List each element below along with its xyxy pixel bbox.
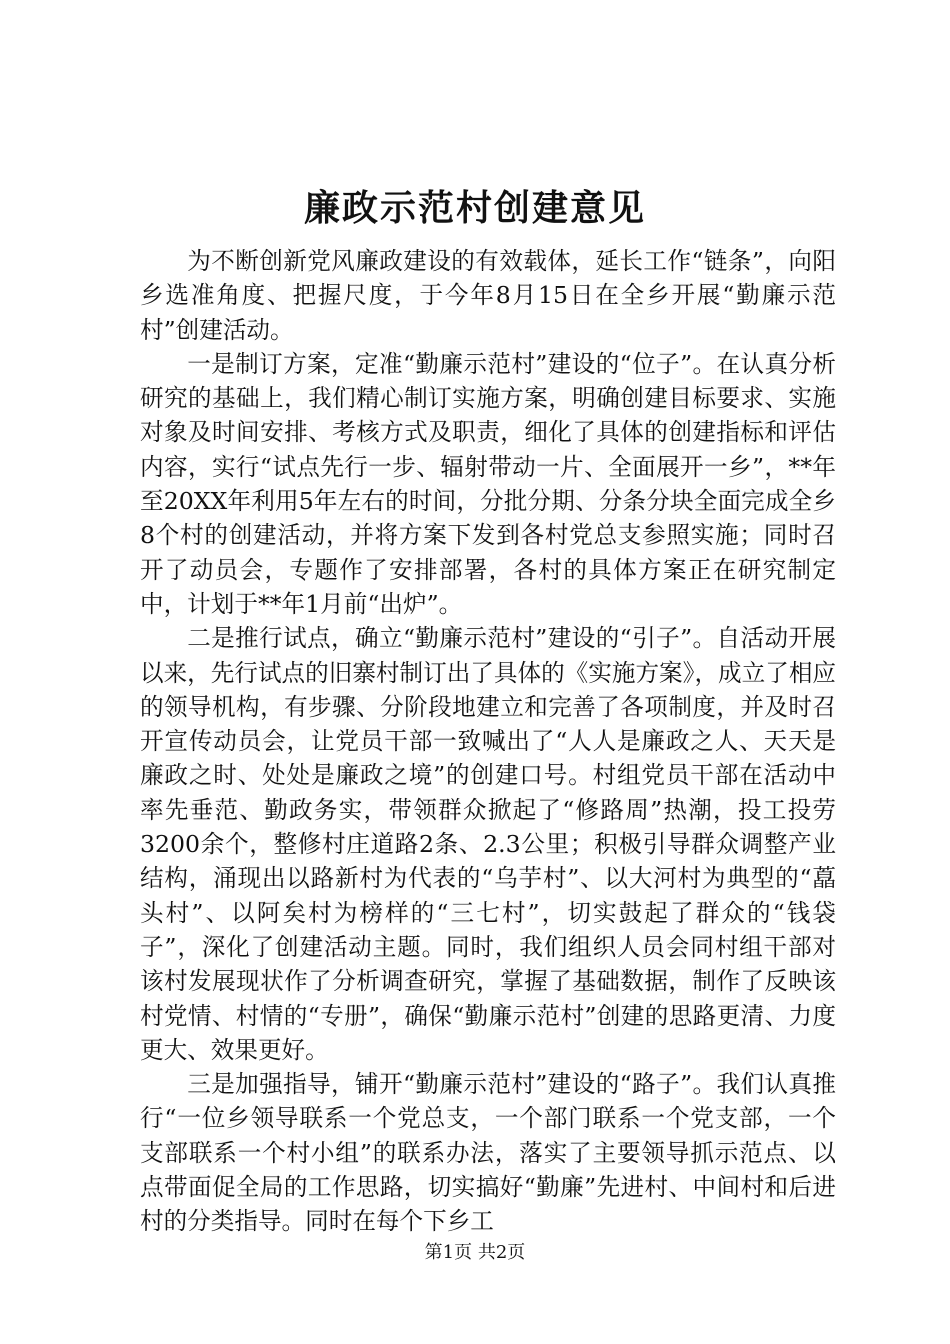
paragraph-intro: 为不断创新党风廉政建设的有效载体，延长工作“链条”，向阳乡选准角度、把握尺度，于今年8月15日在全乡开展“勤廉示范村”创建活动。 (140, 247, 836, 344)
document-body (140, 244, 836, 1239)
paragraph-two: 二是推行试点，确立“勤廉示范村”建设的“引子”。自活动开展以来，先行试点的旧寨村制订出了具体的《实施方案》，成立了相应的领导机构，有步骤、分阶段地建立和完善了各项制度，并及时召开宣传动员会，让党员干部一致喊出了“人人是廉政之人、天天是廉政之时、处处是廉政之境”的创建口号。村组党员干部在活动中率先垂范、勤政务实，带领群众掀起了“修路周”热潮，投工投劳3200余个，整修村庄道路2条、2.3公里；积极引导群众调整产业结构，涌现出以路新村为代表的“乌芋村”、以大河村为典型的“藠头村”、以阿矣村为榜样的“三七村”，切实鼓起了群众的“钱袋子”，深化了创建活动主题。同时，我们组织人员会同村组干部对该村发展现状作了分析调查研究，掌握了基础数据，制作了反映该村党情、村情的“专册”，确保“勤廉示范村”创建的思路更清、力度更大、效果更好。 (140, 624, 837, 1064)
paragraph-three: 三是加强指导，铺开“勤廉示范村”建设的“路子”。我们认真推行“一位乡领导联系一个党总支，一个部门联系一个党支部，一个支部联系一个村小组”的联系办法，落实了主要领导抓示范点、以点带面促全局的工作思路，切实搞好“勤廉”先进村、中间村和后进村的分类指导。同时在每个下乡工 (140, 1070, 836, 1236)
page-footer: 第1页 共2页 (424, 1242, 526, 1263)
paragraph-one: 一是制订方案，定准“勤廉示范村”建设的“位子”。在认真分析研究的基础上，我们精心制订实施方案，明确创建目标要求、实施对象及时间安排、考核方式及职责，细化了具体的创建指标和评估内容，实行“试点先行一步、辐射带动一片、全面展开一乡”，**年至20XX年利用5年左右的时间，分批分期、分条分块全面完成全乡8个村的创建活动，并将方案下发到各村党总支参照实施；同时召开了动员会，专题作了安排部署，各村的具体方案正在研究制定中，计划于**年1月前“出炉”。 (140, 349, 836, 618)
document-title: 廉政示范村创建意见 (303, 187, 646, 229)
